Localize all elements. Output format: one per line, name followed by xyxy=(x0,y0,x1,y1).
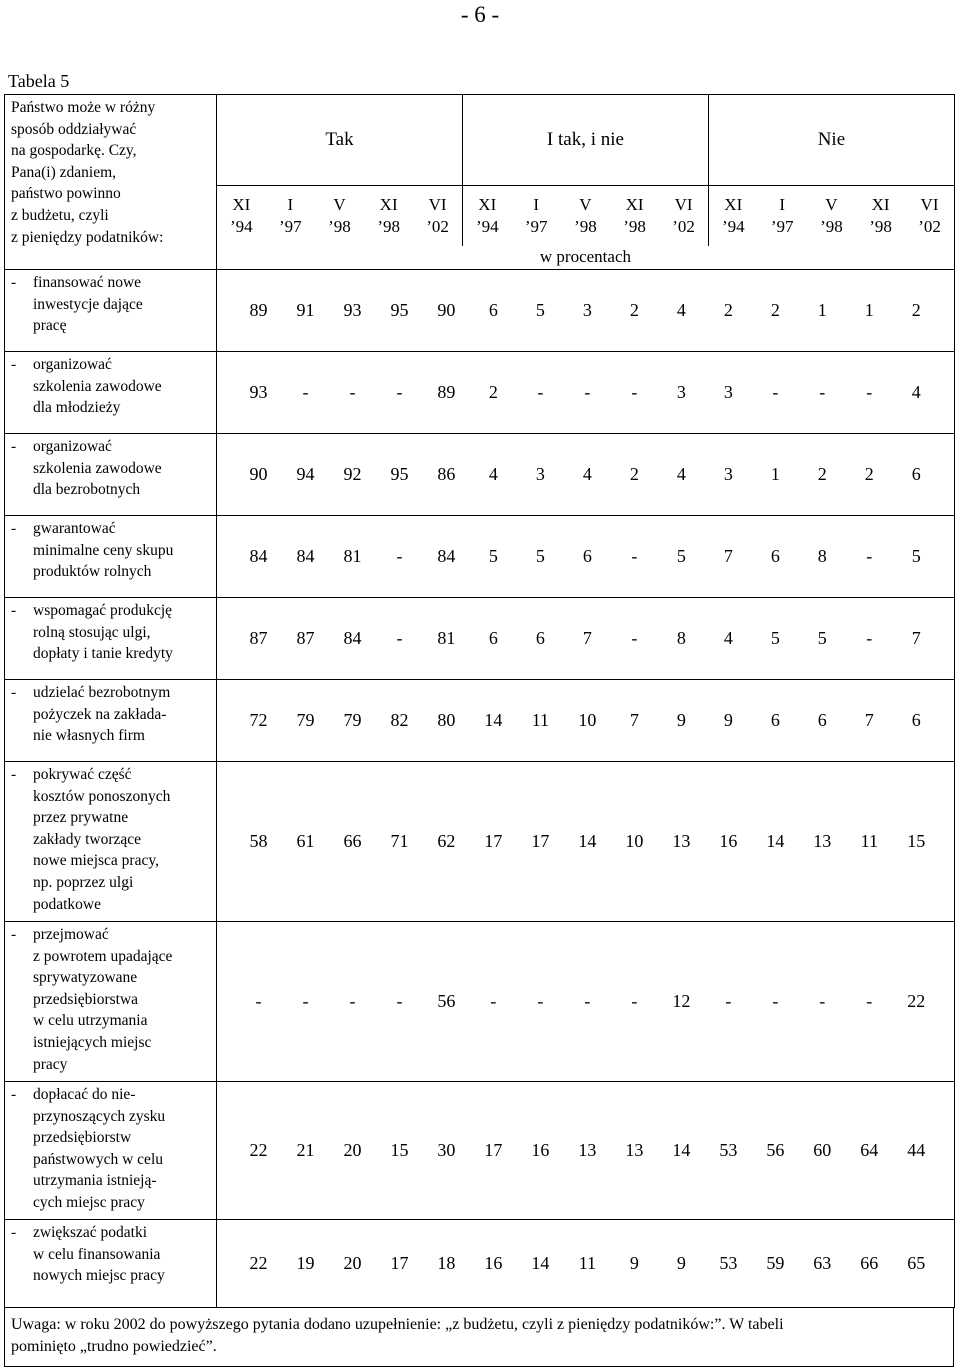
value-cell: 30 xyxy=(437,1140,456,1160)
row-label-line: utrzymania istnieją- xyxy=(33,1172,157,1190)
survey-table-frame xyxy=(4,94,954,1367)
row-label-line: pracy xyxy=(33,1055,68,1073)
row-label-line: dla młodzieży xyxy=(33,399,121,417)
value-cell: 22 xyxy=(249,1253,268,1273)
wave-header xyxy=(610,186,659,246)
value-cell: 9 xyxy=(629,1253,639,1273)
value-cell: 63 xyxy=(813,1253,832,1273)
wave-month: XI xyxy=(379,195,398,215)
value-cell: 2 xyxy=(770,300,780,320)
row-label-line: np. poprzez ulgi xyxy=(33,873,134,891)
row-label-line: nowe miejsca pracy, xyxy=(33,852,159,870)
wave-month: V xyxy=(825,195,838,215)
unit-label: w procentach xyxy=(217,246,955,270)
bullet-dash: - xyxy=(11,1086,17,1103)
row-label-line: sprywatyzowane xyxy=(33,969,138,987)
row-label-line: finansować nowe xyxy=(33,274,142,291)
row-label-line: przynoszących zysku xyxy=(33,1107,166,1125)
value-cell: - xyxy=(631,628,638,648)
row-label-line: organizować xyxy=(33,356,112,373)
row-label-line: przejmować xyxy=(33,926,109,943)
value-cell: - xyxy=(349,991,356,1011)
value-cell: 17 xyxy=(531,831,550,851)
row-values xyxy=(217,922,955,1082)
value-cell: 1 xyxy=(864,300,874,320)
wave-month: XI xyxy=(478,195,497,215)
value-cell: 94 xyxy=(296,464,315,484)
value-cell: - xyxy=(490,991,497,1011)
wave-month: XI xyxy=(232,195,251,215)
value-cell: 95 xyxy=(390,464,409,484)
wave-header xyxy=(413,186,462,246)
value-cell: 13 xyxy=(672,831,691,851)
value-cell: 5 xyxy=(770,628,780,648)
value-cell: 66 xyxy=(860,1253,879,1273)
value-cell: 4 xyxy=(676,464,686,484)
value-cell: 5 xyxy=(488,546,498,566)
value-cell: - xyxy=(396,628,403,648)
value-cell: 5 xyxy=(535,546,545,566)
table-row xyxy=(5,680,955,762)
wave-header xyxy=(512,186,561,246)
wave-year: ’98 xyxy=(869,217,892,237)
value-cell: - xyxy=(396,546,403,566)
value-cell: - xyxy=(302,991,309,1011)
value-cell: 9 xyxy=(676,1253,686,1273)
wave-month: XI xyxy=(625,195,644,215)
bullet-dash: - xyxy=(11,438,17,455)
row-values xyxy=(217,598,955,680)
value-cell: 93 xyxy=(249,382,268,402)
value-cell: 14 xyxy=(766,831,785,851)
bullet-dash: - xyxy=(11,602,17,619)
question-cell xyxy=(5,95,217,270)
value-cell: 72 xyxy=(249,710,268,730)
value-cell: 81 xyxy=(437,628,456,648)
wave-month: I xyxy=(287,195,294,215)
value-cell: 13 xyxy=(625,1140,644,1160)
row-label-line: produktów rolnych xyxy=(33,563,152,581)
row-label-line: dla bezrobotnych xyxy=(33,481,141,499)
row-label-line: udzielać bezrobotnym xyxy=(33,684,171,701)
value-cell: 20 xyxy=(343,1140,362,1160)
question-line: sposób oddziaływać xyxy=(11,120,137,138)
value-cell: 14 xyxy=(484,710,503,730)
value-cell: 7 xyxy=(629,710,639,730)
value-cell: - xyxy=(725,991,732,1011)
value-cell: 6 xyxy=(817,710,827,730)
question-line: państwo powinno xyxy=(11,185,121,203)
value-cell: 4 xyxy=(488,464,498,484)
question-line: Pana(i) zdaniem, xyxy=(11,163,117,181)
wave-month: VI xyxy=(674,195,693,215)
value-cell: - xyxy=(631,991,638,1011)
value-cell: 60 xyxy=(813,1140,832,1160)
value-cell: 7 xyxy=(582,628,592,648)
survey-table xyxy=(4,94,955,1308)
value-cell: 71 xyxy=(390,831,409,851)
bullet-dash: - xyxy=(11,766,17,783)
value-cell: 4 xyxy=(582,464,592,484)
value-cell: 90 xyxy=(249,464,268,484)
wave-header xyxy=(315,186,364,246)
value-cell: - xyxy=(819,991,826,1011)
row-label xyxy=(5,516,217,598)
value-cell: 2 xyxy=(864,464,874,484)
value-cell: 5 xyxy=(911,546,921,566)
wave-year: ’97 xyxy=(524,217,548,237)
row-label-line: szkolenia zawodowe xyxy=(33,459,162,477)
value-cell: 64 xyxy=(860,1140,879,1160)
row-label-line: cych miejsc pracy xyxy=(33,1193,145,1211)
row-label-line: zwiększać podatki xyxy=(33,1224,148,1241)
value-cell: 22 xyxy=(907,991,926,1011)
value-cell: 15 xyxy=(907,831,926,851)
row-label-line: w celu finansowania xyxy=(33,1245,161,1263)
bullet-dash: - xyxy=(11,684,17,701)
question-line: na gospodarkę. Czy, xyxy=(11,142,137,160)
wave-month: I xyxy=(779,195,786,215)
value-cell: - xyxy=(349,382,356,402)
value-cell: - xyxy=(396,991,403,1011)
row-label-line: gwarantować xyxy=(33,520,116,537)
wave-year: ’94 xyxy=(721,217,745,237)
value-cell: 8 xyxy=(676,628,686,648)
value-cell: 93 xyxy=(343,300,362,320)
value-cell: 44 xyxy=(907,1140,926,1160)
value-cell: 14 xyxy=(578,831,597,851)
value-cell: 10 xyxy=(578,710,597,730)
row-label xyxy=(5,270,217,352)
value-cell: 16 xyxy=(719,831,738,851)
row-label-line: nowych miejsc pracy xyxy=(33,1267,165,1285)
wave-year: ’02 xyxy=(672,217,695,237)
value-cell: 59 xyxy=(766,1253,785,1273)
value-cell: - xyxy=(255,991,262,1011)
value-cell: 87 xyxy=(296,628,315,648)
value-cell: 2 xyxy=(723,300,733,320)
value-cell: 5 xyxy=(817,628,827,648)
value-cell: 84 xyxy=(343,628,362,648)
wave-month: XI xyxy=(724,195,743,215)
value-cell: - xyxy=(631,382,638,402)
wave-year: ’98 xyxy=(328,217,351,237)
value-cell: 1 xyxy=(770,464,780,484)
value-cell: 92 xyxy=(343,464,362,484)
value-cell: 2 xyxy=(488,382,498,402)
value-cell: 6 xyxy=(770,546,780,566)
row-label xyxy=(5,922,217,1082)
value-cell: - xyxy=(866,382,873,402)
row-label xyxy=(5,1220,217,1308)
value-cell: 1 xyxy=(817,300,827,320)
table-row xyxy=(5,1082,955,1220)
table-row xyxy=(5,598,955,680)
row-label-line: wspomagać produkcję xyxy=(33,602,173,619)
wave-header xyxy=(217,186,266,246)
row-label-line: minimalne ceny skupu xyxy=(33,541,174,559)
row-values xyxy=(217,680,955,762)
value-cell: 82 xyxy=(390,710,409,730)
row-label-line: szkolenia zawodowe xyxy=(33,377,162,395)
value-cell: 2 xyxy=(911,300,921,320)
value-cell: - xyxy=(631,546,638,566)
value-cell: - xyxy=(866,991,873,1011)
value-cell: 6 xyxy=(488,300,498,320)
group-header-tak: Tak xyxy=(217,95,463,186)
value-cell: 84 xyxy=(437,546,456,566)
value-cell: 87 xyxy=(249,628,268,648)
value-cell: 7 xyxy=(864,710,874,730)
value-cell: 3 xyxy=(676,382,686,402)
value-cell: 9 xyxy=(723,710,733,730)
value-cell: 91 xyxy=(296,300,315,320)
value-cell: 17 xyxy=(484,831,503,851)
value-cell: 3 xyxy=(723,382,733,402)
table-row xyxy=(5,434,955,516)
row-label-line: przedsiębiorstwa xyxy=(33,990,139,1008)
question-line: Państwo może w różny xyxy=(11,99,156,116)
wave-header xyxy=(364,186,413,246)
wave-year: ’02 xyxy=(426,217,449,237)
row-label-line: rolną stosując ulgi, xyxy=(33,623,151,641)
value-cell: - xyxy=(537,382,544,402)
wave-header xyxy=(561,186,610,246)
value-cell: 65 xyxy=(907,1253,926,1273)
row-values xyxy=(217,516,955,598)
value-cell: 18 xyxy=(437,1253,456,1273)
value-cell: 3 xyxy=(582,300,592,320)
value-cell: 66 xyxy=(343,831,362,851)
value-cell: 53 xyxy=(719,1140,738,1160)
note-line-2: pominięto „trudno powiedzieć”. xyxy=(11,1338,217,1355)
value-cell: 20 xyxy=(343,1253,362,1273)
row-label-line: pracę xyxy=(33,317,67,335)
value-cell: 5 xyxy=(676,546,686,566)
row-label xyxy=(5,598,217,680)
value-cell: 6 xyxy=(911,464,921,484)
wave-header xyxy=(462,186,511,246)
value-cell: 9 xyxy=(676,710,686,730)
wave-year: ’98 xyxy=(574,217,597,237)
row-label-line: nie własnych firm xyxy=(33,727,145,745)
note-line-1: Uwaga: w roku 2002 do powyższego pytania dodano uzupełnienie: „z budżetu, czyli z pieniędzy podatników:”. W tabeli xyxy=(11,1316,784,1333)
value-cell: 14 xyxy=(672,1140,691,1160)
value-cell: - xyxy=(537,991,544,1011)
table-caption: Tabela 5 xyxy=(8,71,70,91)
group-header-tak-i-nie: I tak, i nie xyxy=(462,95,708,186)
table-row xyxy=(5,1220,955,1308)
wave-year: ’94 xyxy=(475,217,499,237)
value-cell: 6 xyxy=(535,628,545,648)
value-cell: - xyxy=(302,382,309,402)
value-cell: 2 xyxy=(817,464,827,484)
value-cell: - xyxy=(396,382,403,402)
wave-month: VI xyxy=(428,195,447,215)
value-cell: 5 xyxy=(535,300,545,320)
bullet-dash: - xyxy=(11,926,17,943)
value-cell: 84 xyxy=(249,546,268,566)
table-row xyxy=(5,516,955,598)
wave-header xyxy=(905,186,954,246)
row-label xyxy=(5,762,217,922)
table-row xyxy=(5,352,955,434)
value-cell: 6 xyxy=(770,710,780,730)
wave-header xyxy=(659,186,708,246)
wave-year: ’98 xyxy=(820,217,843,237)
value-cell: - xyxy=(866,546,873,566)
row-label-line: pożyczek na zakłada- xyxy=(33,705,167,723)
row-label-line: istniejących miejsc xyxy=(33,1033,152,1051)
wave-month: VI xyxy=(920,195,939,215)
value-cell: - xyxy=(584,991,591,1011)
wave-year: ’02 xyxy=(918,217,941,237)
value-cell: 84 xyxy=(296,546,315,566)
value-cell: 16 xyxy=(484,1253,503,1273)
wave-month: V xyxy=(579,195,592,215)
value-cell: 2 xyxy=(629,300,639,320)
value-cell: 17 xyxy=(390,1253,409,1273)
value-cell: 62 xyxy=(437,831,456,851)
row-label-line: przez prywatne xyxy=(33,809,129,827)
value-cell: 86 xyxy=(437,464,456,484)
row-label xyxy=(5,1082,217,1220)
value-cell: 22 xyxy=(249,1140,268,1160)
value-cell: 8 xyxy=(817,546,827,566)
value-cell: 19 xyxy=(296,1253,315,1273)
question-line: z budżetu, czyli xyxy=(11,206,109,224)
value-cell: 21 xyxy=(296,1140,315,1160)
bullet-dash: - xyxy=(11,1224,17,1241)
group-header-nie: Nie xyxy=(708,95,954,186)
value-cell: 89 xyxy=(249,300,268,320)
table-row xyxy=(5,922,955,1082)
value-cell: - xyxy=(772,382,779,402)
value-cell: 53 xyxy=(719,1253,738,1273)
row-label-line: państwowych w celu xyxy=(33,1150,163,1168)
page-number: - 6 - xyxy=(460,2,500,27)
bullet-dash: - xyxy=(11,274,17,291)
wave-year: ’98 xyxy=(623,217,646,237)
value-cell: 4 xyxy=(911,382,921,402)
value-cell: 13 xyxy=(813,831,832,851)
wave-header xyxy=(708,186,757,246)
wave-year: ’97 xyxy=(770,217,794,237)
value-cell: - xyxy=(772,991,779,1011)
value-cell: 7 xyxy=(723,546,733,566)
value-cell: 90 xyxy=(437,300,456,320)
wave-month: I xyxy=(533,195,540,215)
value-cell: - xyxy=(819,382,826,402)
value-cell: 6 xyxy=(488,628,498,648)
value-cell: 16 xyxy=(531,1140,550,1160)
wave-header xyxy=(807,186,856,246)
row-label-line: podatkowe xyxy=(33,895,102,913)
row-values xyxy=(217,352,955,434)
row-label-line: kosztów ponoszonych xyxy=(33,787,171,805)
wave-month: XI xyxy=(871,195,890,215)
value-cell: - xyxy=(866,628,873,648)
bullet-dash: - xyxy=(11,520,17,537)
wave-header xyxy=(856,186,905,246)
value-cell: 4 xyxy=(723,628,733,648)
value-cell: 61 xyxy=(296,831,315,851)
row-label xyxy=(5,680,217,762)
table-row xyxy=(5,270,955,352)
value-cell: - xyxy=(584,382,591,402)
value-cell: 81 xyxy=(343,546,362,566)
value-cell: 17 xyxy=(484,1140,503,1160)
table-note xyxy=(4,1308,954,1367)
bullet-dash: - xyxy=(11,356,17,373)
row-label-line: inwestycje dające xyxy=(33,295,143,313)
value-cell: 56 xyxy=(437,991,456,1011)
value-cell: 3 xyxy=(535,464,545,484)
value-cell: 11 xyxy=(860,831,878,851)
row-values xyxy=(217,270,955,352)
row-label-line: organizować xyxy=(33,438,112,455)
question-line: z pieniędzy podatników: xyxy=(11,228,164,246)
value-cell: 13 xyxy=(578,1140,597,1160)
row-label xyxy=(5,434,217,516)
value-cell: 14 xyxy=(531,1253,550,1273)
row-label-line: dopłacać do nie- xyxy=(33,1086,136,1103)
value-cell: 2 xyxy=(629,464,639,484)
row-label-line: w celu utrzymania xyxy=(33,1012,148,1030)
value-cell: 80 xyxy=(437,710,456,730)
row-label-line: dopłaty i tanie kredyty xyxy=(33,645,173,663)
row-label-line: z powrotem upadające xyxy=(33,947,173,965)
row-label xyxy=(5,352,217,434)
wave-month: V xyxy=(333,195,346,215)
row-values xyxy=(217,1082,955,1220)
row-values xyxy=(217,1220,955,1308)
value-cell: 11 xyxy=(531,710,550,730)
value-cell: 11 xyxy=(578,1253,597,1273)
row-values xyxy=(217,434,955,516)
value-cell: 10 xyxy=(625,831,644,851)
value-cell: 95 xyxy=(390,300,409,320)
row-values xyxy=(217,762,955,922)
value-cell: 58 xyxy=(249,831,268,851)
value-cell: 89 xyxy=(437,382,456,402)
wave-year: ’94 xyxy=(230,217,253,237)
value-cell: 6 xyxy=(582,546,592,566)
value-cell: 4 xyxy=(676,300,686,320)
value-cell: 3 xyxy=(723,464,733,484)
row-label-line: przedsiębiorstw xyxy=(33,1129,132,1147)
value-cell: 79 xyxy=(343,710,362,730)
wave-header xyxy=(266,186,315,246)
wave-year: ’98 xyxy=(377,217,400,237)
value-cell: 15 xyxy=(390,1140,409,1160)
row-label-line: pokrywać część xyxy=(33,766,132,783)
value-cell: 6 xyxy=(911,710,921,730)
wave-header xyxy=(758,186,807,246)
wave-year: ’97 xyxy=(278,217,302,237)
row-label-line: zakłady tworzące xyxy=(33,830,142,848)
value-cell: 56 xyxy=(766,1140,785,1160)
table-row xyxy=(5,762,955,922)
value-cell: 79 xyxy=(296,710,315,730)
value-cell: 12 xyxy=(672,991,691,1011)
value-cell: 7 xyxy=(911,628,921,648)
